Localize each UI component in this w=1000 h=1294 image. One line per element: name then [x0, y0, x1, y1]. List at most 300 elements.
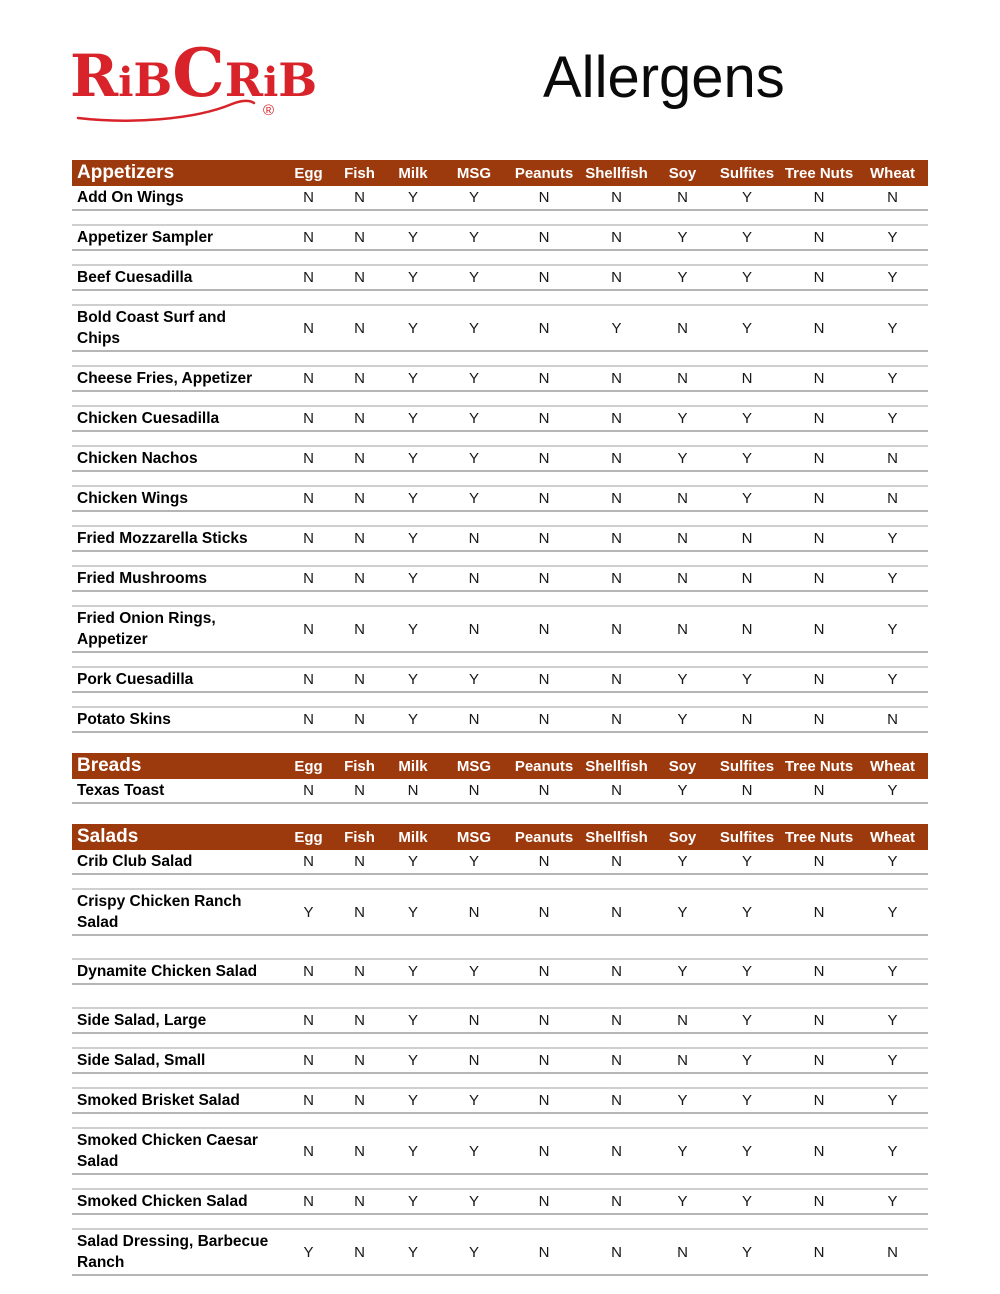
allergen-value: N: [283, 265, 334, 290]
column-header-egg: Egg: [283, 824, 334, 850]
allergen-value: Y: [652, 225, 713, 250]
table-row: [72, 606, 928, 652]
section-header-row: [72, 160, 928, 186]
table-row: [72, 406, 928, 431]
table-row: [72, 1048, 928, 1073]
allergen-value: N: [781, 1229, 857, 1275]
section-title: Appetizers: [72, 160, 283, 186]
allergen-value: N: [441, 779, 507, 803]
allergen-value: Y: [713, 1088, 781, 1113]
item-name: Fried Onion Rings, Appetizer: [72, 606, 283, 652]
allergen-value: N: [652, 1008, 713, 1033]
table-row: [72, 225, 928, 250]
column-header-peanuts: Peanuts: [507, 160, 581, 186]
section-header-row: [72, 753, 928, 779]
allergen-value: N: [507, 366, 581, 391]
page-title: Allergens: [543, 45, 785, 110]
table-row: [72, 526, 928, 551]
allergen-value: N: [507, 1048, 581, 1073]
table-row: [72, 186, 928, 210]
allergen-value: N: [507, 1189, 581, 1214]
allergen-value: Y: [385, 526, 441, 551]
allergen-value: Y: [652, 406, 713, 431]
row-spacer: [72, 652, 928, 667]
allergen-value: Y: [385, 1128, 441, 1174]
allergen-value: Y: [857, 526, 928, 551]
allergen-value: N: [507, 526, 581, 551]
allergen-value: N: [581, 186, 652, 210]
allergen-value: N: [334, 526, 385, 551]
allergen-value: Y: [857, 606, 928, 652]
allergen-value: N: [507, 1128, 581, 1174]
allergen-value: Y: [385, 850, 441, 874]
table-row: [72, 305, 928, 351]
allergen-value: N: [581, 265, 652, 290]
row-spacer: [72, 471, 928, 486]
allergen-value: N: [334, 486, 385, 511]
allergen-value: N: [441, 606, 507, 652]
row-spacer: [72, 1073, 928, 1088]
allergen-value: Y: [857, 265, 928, 290]
allergen-value: N: [507, 889, 581, 935]
allergen-value: N: [334, 186, 385, 210]
allergen-value: Y: [385, 1229, 441, 1275]
allergen-value: N: [334, 366, 385, 391]
allergen-value: N: [334, 305, 385, 351]
allergen-value: N: [713, 566, 781, 591]
allergen-value: Y: [441, 667, 507, 692]
allergen-value: N: [507, 186, 581, 210]
table-row: [72, 1189, 928, 1214]
column-header-fish: Fish: [334, 824, 385, 850]
allergen-value: N: [581, 959, 652, 984]
allergen-value: Y: [385, 305, 441, 351]
allergen-value: N: [781, 186, 857, 210]
allergen-value: N: [283, 1048, 334, 1073]
allergen-value: Y: [652, 446, 713, 471]
allergen-value: Y: [385, 1048, 441, 1073]
allergen-value: Y: [713, 186, 781, 210]
column-header-tree-nuts: Tree Nuts: [781, 753, 857, 779]
allergen-value: Y: [652, 265, 713, 290]
item-name: Dynamite Chicken Salad: [72, 959, 283, 984]
allergen-value: N: [441, 566, 507, 591]
allergen-value: N: [283, 225, 334, 250]
allergen-value: N: [652, 305, 713, 351]
table-row: [72, 566, 928, 591]
allergen-value: N: [507, 225, 581, 250]
logo-letter: i: [263, 59, 279, 106]
column-header-shellfish: Shellfish: [581, 824, 652, 850]
allergen-value: N: [713, 366, 781, 391]
allergen-value: N: [283, 186, 334, 210]
allergen-value: Y: [652, 1189, 713, 1214]
allergen-value: N: [581, 1088, 652, 1113]
allergen-value: N: [334, 707, 385, 732]
item-name: Potato Skins: [72, 707, 283, 732]
allergen-value: N: [781, 1088, 857, 1113]
column-header-peanuts: Peanuts: [507, 824, 581, 850]
allergen-value: N: [283, 526, 334, 551]
allergen-value: N: [581, 1008, 652, 1033]
allergen-value: Y: [857, 225, 928, 250]
row-spacer: [72, 984, 928, 1008]
row-spacer: [72, 1113, 928, 1128]
logo-letter: R: [224, 53, 264, 107]
allergen-value: Y: [385, 225, 441, 250]
row-spacer: [72, 511, 928, 526]
allergen-value: N: [581, 526, 652, 551]
column-header-soy: Soy: [652, 824, 713, 850]
allergen-value: Y: [713, 1229, 781, 1275]
allergen-table-appetizers: [72, 160, 928, 747]
allergen-value: N: [283, 566, 334, 591]
allergen-value: N: [781, 526, 857, 551]
allergen-value: N: [713, 606, 781, 652]
allergen-value: N: [652, 366, 713, 391]
row-spacer: [72, 290, 928, 305]
row-spacer: [72, 935, 928, 959]
allergen-value: Y: [385, 186, 441, 210]
allergen-value: Y: [857, 1008, 928, 1033]
allergen-value: Y: [857, 1048, 928, 1073]
allergen-value: Y: [713, 850, 781, 874]
table-row: [72, 1128, 928, 1174]
column-header-wheat: Wheat: [857, 824, 928, 850]
logo-letter: B: [278, 53, 318, 107]
allergen-value: N: [283, 305, 334, 351]
item-name: Smoked Chicken Caesar Salad: [72, 1128, 283, 1174]
column-header-fish: Fish: [334, 753, 385, 779]
allergen-value: Y: [441, 406, 507, 431]
allergen-value: N: [781, 366, 857, 391]
allergen-value: Y: [713, 1189, 781, 1214]
allergen-value: Y: [385, 366, 441, 391]
allergen-value: N: [581, 366, 652, 391]
allergen-value: N: [781, 265, 857, 290]
section-title: Breads: [72, 753, 283, 779]
table-row: [72, 1088, 928, 1113]
logo-letter: C: [172, 34, 225, 112]
allergen-value: N: [781, 667, 857, 692]
allergen-value: N: [781, 486, 857, 511]
allergen-value: Y: [283, 1229, 334, 1275]
item-name: Fried Mushrooms: [72, 566, 283, 591]
table-row: [72, 446, 928, 471]
allergen-value: N: [581, 779, 652, 803]
allergen-value: N: [781, 566, 857, 591]
allergen-value: N: [781, 225, 857, 250]
allergen-value: N: [507, 446, 581, 471]
allergen-value: Y: [857, 959, 928, 984]
item-name: Chicken Nachos: [72, 446, 283, 471]
allergen-value: Y: [857, 366, 928, 391]
allergen-value: Y: [857, 779, 928, 803]
allergen-value: Y: [441, 486, 507, 511]
allergen-value: Y: [441, 225, 507, 250]
column-header-peanuts: Peanuts: [507, 753, 581, 779]
column-header-tree-nuts: Tree Nuts: [781, 160, 857, 186]
allergen-value: Y: [652, 1128, 713, 1174]
allergen-value: N: [441, 526, 507, 551]
row-spacer: [72, 591, 928, 606]
allergen-value: N: [334, 566, 385, 591]
allergen-value: N: [652, 1048, 713, 1073]
allergen-value: N: [507, 707, 581, 732]
allergen-value: N: [334, 406, 385, 431]
allergen-value: Y: [652, 1088, 713, 1113]
table-row: [72, 959, 928, 984]
allergen-value: N: [507, 265, 581, 290]
allergen-value: N: [581, 1128, 652, 1174]
allergen-value: N: [334, 606, 385, 652]
allergen-value: Y: [385, 1189, 441, 1214]
allergen-value: N: [581, 566, 652, 591]
allergen-value: N: [857, 1229, 928, 1275]
allergen-value: N: [781, 606, 857, 652]
row-spacer: [72, 803, 928, 818]
allergen-value: Y: [652, 707, 713, 732]
allergen-value: N: [507, 566, 581, 591]
column-header-sulfites: Sulfites: [713, 753, 781, 779]
column-header-fish: Fish: [334, 160, 385, 186]
allergen-value: N: [581, 1189, 652, 1214]
item-name: Texas Toast: [72, 779, 283, 803]
allergen-value: Y: [713, 1128, 781, 1174]
allergen-value: N: [334, 1088, 385, 1113]
allergen-value: N: [652, 486, 713, 511]
item-name: Cheese Fries, Appetizer: [72, 366, 283, 391]
allergen-value: Y: [385, 1088, 441, 1113]
column-header-soy: Soy: [652, 160, 713, 186]
allergen-value: N: [507, 606, 581, 652]
table-row: [72, 366, 928, 391]
allergen-value: Y: [652, 779, 713, 803]
ribcrib-logo: [70, 34, 318, 132]
allergen-value: Y: [713, 1008, 781, 1033]
table-row: [72, 1008, 928, 1033]
allergen-value: Y: [713, 889, 781, 935]
allergen-value: N: [283, 667, 334, 692]
allergen-value: N: [334, 1048, 385, 1073]
column-header-wheat: Wheat: [857, 753, 928, 779]
logo-letter: B: [133, 53, 173, 107]
allergen-value: Y: [385, 566, 441, 591]
row-spacer: [72, 210, 928, 225]
allergen-value: N: [713, 526, 781, 551]
allergen-value: N: [781, 1048, 857, 1073]
allergen-value: N: [781, 779, 857, 803]
table-row: [72, 265, 928, 290]
column-header-shellfish: Shellfish: [581, 160, 652, 186]
allergen-value: N: [507, 1229, 581, 1275]
allergen-value: Y: [385, 265, 441, 290]
allergen-value: Y: [441, 446, 507, 471]
allergen-value: Y: [713, 959, 781, 984]
allergen-value: N: [581, 1048, 652, 1073]
allergen-value: Y: [652, 850, 713, 874]
allergen-value: N: [283, 779, 334, 803]
item-name: Salad Dressing, Barbecue Ranch: [72, 1229, 283, 1275]
logo-swash-flourish: [74, 98, 274, 124]
allergen-value: N: [581, 606, 652, 652]
allergen-value: Y: [441, 1229, 507, 1275]
allergen-value: N: [283, 1088, 334, 1113]
allergen-value: N: [283, 850, 334, 874]
allergen-value: N: [283, 366, 334, 391]
allergen-value: N: [283, 1128, 334, 1174]
row-spacer: [72, 351, 928, 366]
allergen-value: N: [781, 446, 857, 471]
allergen-value: Y: [713, 1048, 781, 1073]
allergen-value: Y: [652, 959, 713, 984]
allergen-value: N: [334, 1229, 385, 1275]
allergen-value: N: [713, 779, 781, 803]
allergen-value: N: [283, 1189, 334, 1214]
allergen-value: Y: [857, 1189, 928, 1214]
allergen-value: N: [283, 446, 334, 471]
allergen-table-breads: [72, 753, 928, 818]
allergen-value: N: [441, 889, 507, 935]
allergen-value: N: [334, 446, 385, 471]
allergen-value: N: [283, 406, 334, 431]
item-name: Appetizer Sampler: [72, 225, 283, 250]
allergen-value: N: [781, 959, 857, 984]
allergen-value: N: [581, 707, 652, 732]
allergen-value: Y: [385, 707, 441, 732]
allergen-value: N: [507, 1088, 581, 1113]
allergen-value: Y: [857, 566, 928, 591]
row-spacer: [72, 431, 928, 446]
logo-letter: R: [70, 42, 119, 110]
allergen-value: Y: [713, 305, 781, 351]
allergen-value: Y: [441, 1189, 507, 1214]
allergen-value: Y: [441, 305, 507, 351]
allergen-value: N: [652, 186, 713, 210]
column-header-shellfish: Shellfish: [581, 753, 652, 779]
row-spacer: [72, 732, 928, 747]
column-header-tree-nuts: Tree Nuts: [781, 824, 857, 850]
allergen-value: N: [652, 606, 713, 652]
allergen-value: N: [781, 889, 857, 935]
allergen-value: Y: [385, 667, 441, 692]
allergen-value: N: [781, 1128, 857, 1174]
allergen-value: Y: [441, 265, 507, 290]
allergen-value: N: [283, 959, 334, 984]
allergen-value: Y: [857, 305, 928, 351]
allergen-value: N: [857, 186, 928, 210]
allergen-value: N: [334, 1189, 385, 1214]
allergen-value: Y: [385, 1008, 441, 1033]
section-header-row: [72, 824, 928, 850]
allergen-value: N: [581, 850, 652, 874]
row-spacer: [72, 391, 928, 406]
allergen-value: N: [334, 850, 385, 874]
table-row: [72, 779, 928, 803]
row-spacer: [72, 1033, 928, 1048]
item-name: Crib Club Salad: [72, 850, 283, 874]
item-name: Chicken Cuesadilla: [72, 406, 283, 431]
allergen-value: N: [652, 526, 713, 551]
allergen-value: N: [334, 1008, 385, 1033]
item-name: Beef Cuesadilla: [72, 265, 283, 290]
allergen-value: N: [507, 667, 581, 692]
allergen-value: Y: [857, 1088, 928, 1113]
allergen-value: Y: [713, 265, 781, 290]
column-header-egg: Egg: [283, 753, 334, 779]
table-row: [72, 850, 928, 874]
table-row: [72, 889, 928, 935]
allergen-table-salads: [72, 824, 928, 1290]
allergen-value: Y: [857, 1128, 928, 1174]
allergen-value: Y: [652, 667, 713, 692]
row-spacer: [72, 692, 928, 707]
allergen-value: Y: [713, 225, 781, 250]
table-row: [72, 667, 928, 692]
allergen-value: N: [581, 1229, 652, 1275]
column-header-sulfites: Sulfites: [713, 160, 781, 186]
column-header-milk: Milk: [385, 160, 441, 186]
allergen-value: N: [441, 707, 507, 732]
allergen-value: N: [283, 606, 334, 652]
allergen-value: N: [652, 566, 713, 591]
allergen-value: N: [781, 406, 857, 431]
table-row: [72, 707, 928, 732]
allergen-value: N: [507, 850, 581, 874]
item-name: Bold Coast Surf and Chips: [72, 305, 283, 351]
allergen-value: Y: [713, 486, 781, 511]
item-name: Crispy Chicken Ranch Salad: [72, 889, 283, 935]
allergen-value: N: [581, 486, 652, 511]
allergen-value: N: [441, 1008, 507, 1033]
allergen-value: N: [652, 1229, 713, 1275]
allergen-value: Y: [441, 850, 507, 874]
column-header-soy: Soy: [652, 753, 713, 779]
allergen-value: N: [507, 305, 581, 351]
section-title: Salads: [72, 824, 283, 850]
allergen-value: N: [334, 667, 385, 692]
allergen-value: Y: [441, 1128, 507, 1174]
column-header-msg: MSG: [441, 160, 507, 186]
registered-trademark-symbol: ®: [262, 102, 274, 119]
allergen-value: Y: [385, 446, 441, 471]
row-spacer: [72, 551, 928, 566]
column-header-egg: Egg: [283, 160, 334, 186]
table-row: [72, 486, 928, 511]
allergen-value: N: [507, 486, 581, 511]
allergen-value: N: [507, 406, 581, 431]
allergen-value: Y: [857, 889, 928, 935]
allergen-value: N: [334, 1128, 385, 1174]
allergen-value: N: [781, 707, 857, 732]
allergen-value: Y: [441, 959, 507, 984]
column-header-milk: Milk: [385, 753, 441, 779]
allergen-value: N: [781, 850, 857, 874]
allergen-value: N: [581, 406, 652, 431]
allergen-value: Y: [385, 959, 441, 984]
allergen-value: N: [441, 1048, 507, 1073]
allergen-value: N: [857, 446, 928, 471]
allergen-value: N: [781, 305, 857, 351]
allergen-value: N: [283, 707, 334, 732]
row-spacer: [72, 874, 928, 889]
allergen-value: Y: [441, 1088, 507, 1113]
allergen-value: N: [507, 779, 581, 803]
allergen-value: N: [334, 225, 385, 250]
logo-letter: i: [118, 59, 134, 106]
allergen-value: N: [283, 486, 334, 511]
page-header: [0, 0, 1000, 160]
